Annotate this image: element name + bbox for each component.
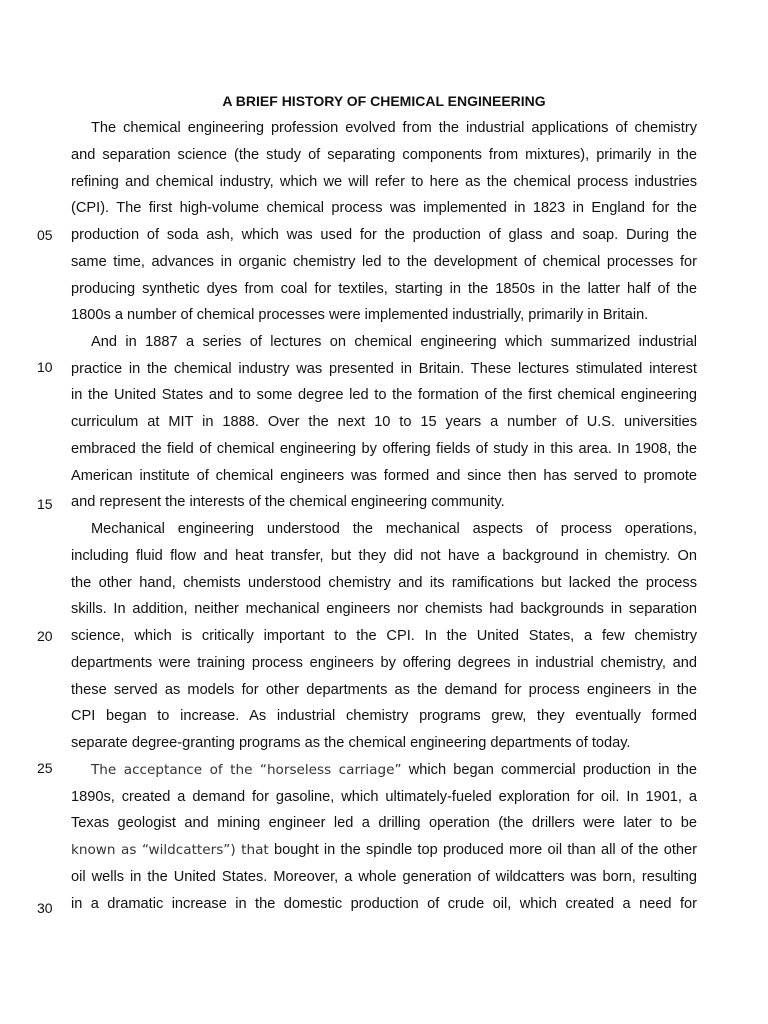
text-line: The chemical engineering profession evolved from the industrial applications of chemistry (91, 120, 697, 136)
text-line: in a dramatic increase in the domestic production of crude oil, which created a need for (71, 896, 697, 912)
text-line: departments were training process engineers by offering degrees in industrial chemistry, and (71, 655, 697, 671)
text-line: Mechanical engineering understood the mechanical aspects of process operations, (91, 521, 697, 537)
line-number-30: 30 (37, 900, 53, 916)
text-line: And in 1887 a series of lectures on chemical engineering which summarized industrial (91, 334, 697, 350)
text-line: oil wells in the United States. Moreover, a whole generation of wildcatters was born, resulting (71, 869, 697, 885)
line-number-05: 05 (37, 227, 53, 243)
text-line (71, 841, 697, 868)
line-number-15: 15 (37, 496, 53, 512)
text-line: producing synthetic dyes from coal for textiles, starting in the 1850s in the latter half of the (71, 281, 697, 297)
line-number-25: 25 (37, 760, 53, 776)
line-number-10: 10 (37, 359, 53, 375)
text-line: embraced the field of chemical engineering by offering fields of study in this area. In 1908, the (71, 441, 697, 457)
text-line: Texas geologist and mining engineer led a drilling operation (the drillers were later to be (71, 815, 697, 831)
text-line: science, which is critically important to the CPI. In the United States, a few chemistry (71, 628, 697, 644)
text-line: in the United States and to some degree led to the formation of the first chemical engineering (71, 387, 697, 403)
text-line (91, 761, 697, 788)
text-line: refining and chemical industry, which we will refer to here as the chemical process industries (71, 174, 697, 190)
text-line: separate degree-granting programs as the chemical engineering departments of today. (71, 735, 631, 751)
text-span: bought in the spindle top produced more oil than all of the other (273, 842, 697, 858)
text-line: these served as models for other departments as the demand for process engineers in the (71, 682, 697, 698)
text-line: and represent the interests of the chemical engineering community. (71, 494, 505, 510)
document-title: A BRIEF HISTORY OF CHEMICAL ENGINEERING (222, 93, 546, 109)
text-line: curriculum at MIT in 1888. Over the next 10 to 15 years a number of U.S. universities (71, 414, 697, 430)
text-span: which began commercial production in the (408, 762, 697, 778)
text-line: and separation science (the study of separating components from mixtures), primarily in the (71, 147, 697, 163)
text-span-horseless-carriage: The acceptance of the “horseless carriage” (91, 762, 402, 778)
text-line: the other hand, chemists understood chemistry and its ramifications but lacked the process (71, 575, 697, 591)
text-span-wildcatters: known as “wildcatters”) that (71, 842, 269, 858)
text-line: CPI began to increase. As industrial chemistry programs grew, they eventually formed (71, 708, 697, 724)
text-line: 1800s a number of chemical processes were implemented industrially, primarily in Britain. (71, 307, 649, 323)
text-line: American institute of chemical engineers was formed and since then has served to promote (71, 468, 697, 484)
text-line: practice in the chemical industry was presented in Britain. These lectures stimulated interest (71, 361, 697, 377)
text-line: skills. In addition, neither mechanical engineers nor chemists had backgrounds in separation (71, 601, 697, 617)
text-line: same time, advances in organic chemistry led to the development of chemical processes for (71, 254, 697, 270)
text-line: (CPI). The first high-volume chemical process was implemented in 1823 in England for the (71, 200, 697, 216)
line-number-20: 20 (37, 628, 53, 644)
text-line: including fluid flow and heat transfer, but they did not have a background in chemistry. On (71, 548, 697, 564)
text-line: 1890s, created a demand for gasoline, which ultimately-fueled exploration for oil. In 1901, a (71, 789, 697, 805)
text-line: production of soda ash, which was used for the production of glass and soap. During the (71, 227, 697, 243)
